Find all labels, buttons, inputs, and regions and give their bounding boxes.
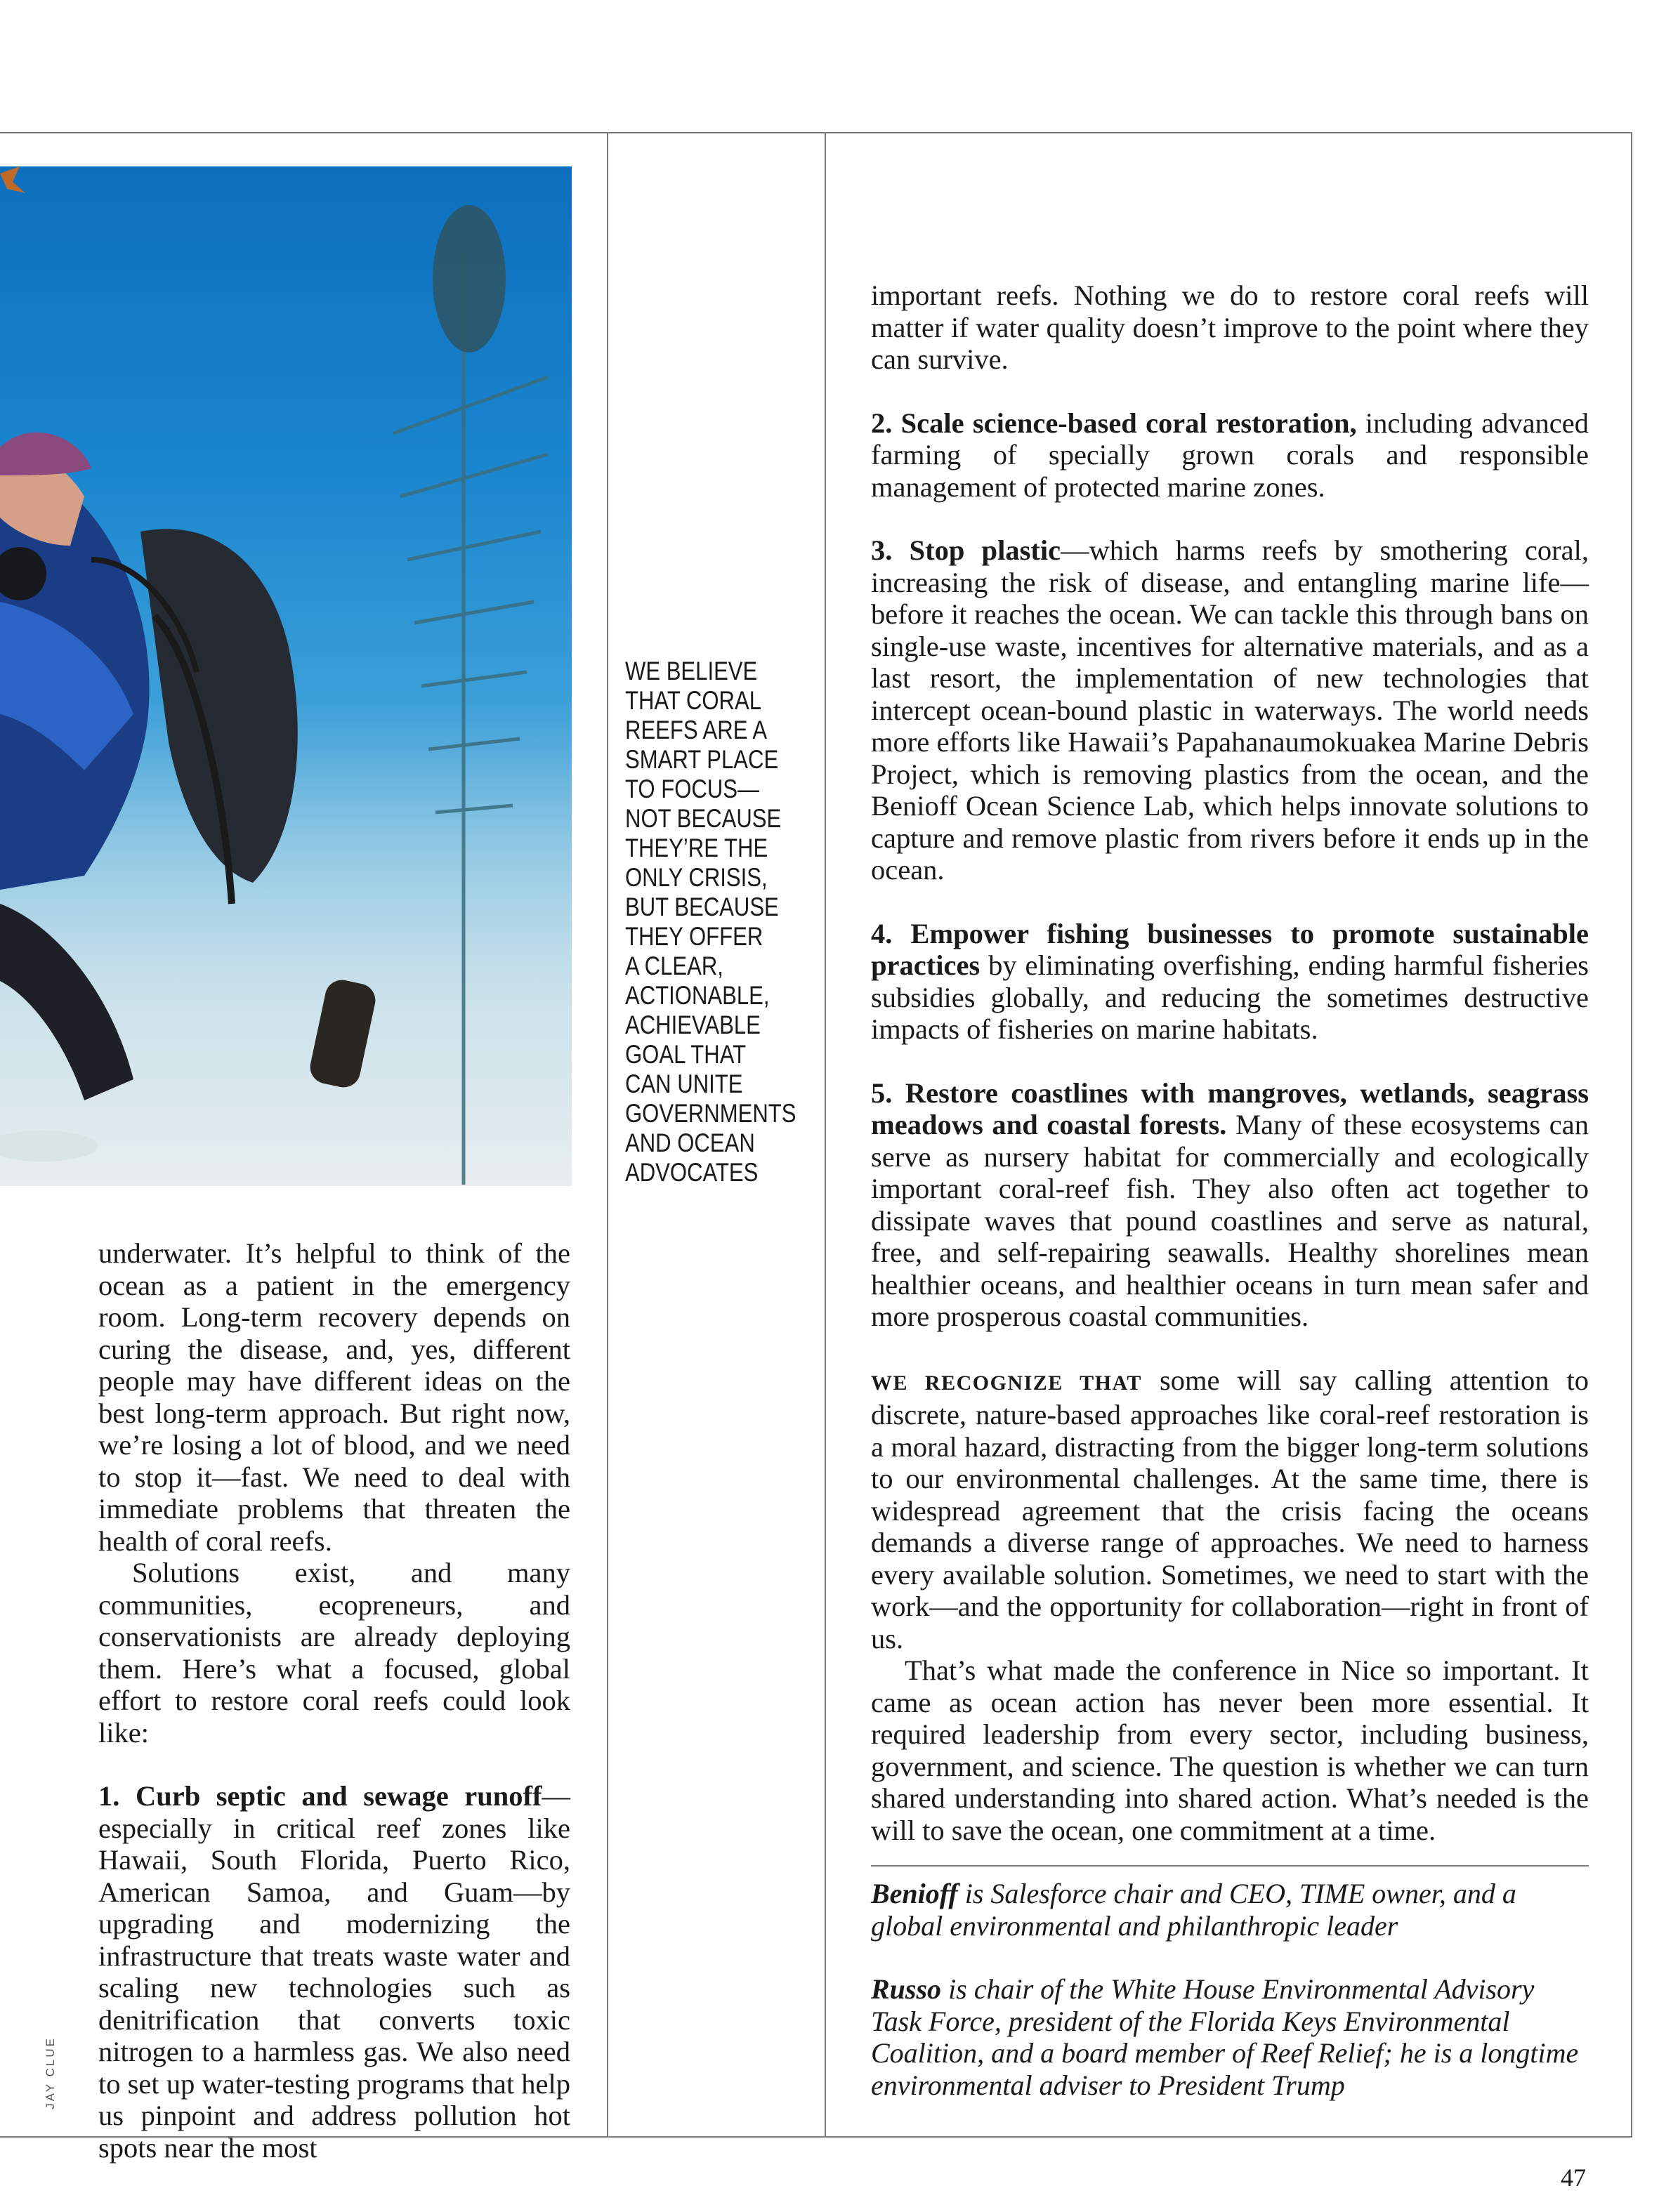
- page-number: 47: [1561, 2164, 1586, 2192]
- pullquote-line: CAN UNITE: [625, 1069, 743, 1098]
- top-rule: [0, 132, 1632, 133]
- bio-russo-name: Russo: [871, 1973, 942, 2005]
- pullquote-line: ACHIEVABLE: [625, 1010, 761, 1039]
- item2-text: including advanced farming of specially grown corals and responsible management of protected marine zones.: [871, 407, 1589, 503]
- item5-text: Many of these ecosystems can serve as nursery habitat for commercially and ecologically important coral-reef fish. They also often act together to dissipate waves that pound coastlines and serve as natural, free, and self-repairing seawalls. Healthy shorelines mean healthier oceans, and healthier oceans in turn mean safer and more prosperous coastal communities.: [871, 1109, 1589, 1332]
- scuba-diver-photo: [0, 166, 572, 1186]
- photo-credit: JAY CLUE: [44, 2036, 57, 2109]
- pullquote-line: WE BELIEVE: [625, 657, 758, 685]
- item4-lead: 4. Empower fishing businesses to promote sustainable practices: [871, 917, 1589, 981]
- column-3: [871, 279, 1589, 1846]
- col3-list-item-2: [871, 407, 1589, 503]
- pullquote-line: ACTIONABLE,: [625, 981, 770, 1010]
- item3-lead: 3. Stop plastic: [871, 534, 1061, 566]
- item4-text: by eliminating overfishing, ending harmful fisheries subsidies globally, and reducing the sometimes destructive impacts of fisheries on marine habitats.: [871, 949, 1589, 1045]
- pullquote-line: ONLY CRISIS,: [625, 863, 768, 892]
- pullquote-line: ADVOCATES: [625, 1158, 759, 1187]
- pull-quote: [625, 657, 802, 1187]
- bio-benioff-text: is Salesforce chair and CEO, TIME owner, and a global environmental and philanthropic leader: [871, 1878, 1516, 1942]
- col3-paragraph-1: important reefs. Nothing we do to restore coral reefs will matter if water quality doesn’t improve to the point where they can survive.: [871, 279, 1589, 375]
- recognize-text: some will say calling attention to discrete, nature-based approaches like coral-reef restoration is a moral hazard, distracting from the bigger long-term solutions to our environmental challenges. At the same time, there is widespread agreement that the crisis facing the oceans demands a diverse range of approaches. We need to harness every available solution. Sometimes, we need to start with the work—and the opportunity for collaboration—right in front of us.: [871, 1364, 1589, 1654]
- pullquote-line: TO FOCUS—: [625, 775, 760, 803]
- item1-text: —especially in critical reef zones like Hawaii, South Florida, Puerto Rico, American Samoa, and Guam—by upgrading and modernizing the infrastructure that treats waste water and scaling new technologies such as denitrification that converts toxic nitrogen to a harmless gas. We also need to set up water-testing programs that help us pinpoint and address pollution hot spots near the most: [98, 1780, 570, 2164]
- pullquote-line: BUT BECAUSE: [625, 893, 779, 921]
- item5-lead: 5. Restore coastlines with mangroves, wetlands, seagrass meadows and coastal forests.: [871, 1077, 1589, 1140]
- pullquote-line: A CLEAR,: [625, 952, 723, 980]
- pullquote-line: NOT BECAUSE: [625, 804, 782, 833]
- author-bios: [871, 1878, 1589, 2101]
- pullquote-line: THEY’RE THE: [625, 834, 768, 862]
- item2-lead: 2. Scale science-based coral restoration,: [871, 407, 1357, 439]
- bio-benioff: [871, 1878, 1589, 1942]
- col1-list-item-1: [98, 1780, 570, 2164]
- col3-list-item-5: [871, 1077, 1589, 1333]
- bio-rule: [871, 1865, 1589, 1867]
- bio-benioff-name: Benioff: [871, 1878, 958, 1909]
- col3-list-item-4: [871, 918, 1589, 1046]
- col3-final-paragraph: That’s what made the conference in Nice so important. It came as ocean action has never been more essential. It required leadership from every sector, including business, government, and science. The question is whether we can turn shared understanding into shared action. What’s needed is the will to save the ocean, one commitment at a time.: [871, 1654, 1589, 1846]
- pullquote-line: THAT CORAL: [625, 686, 762, 715]
- pullquote-line: GOVERNMENTS: [625, 1099, 796, 1128]
- right-frame-rule: [1631, 132, 1632, 2138]
- pullquote-line: THEY OFFER: [625, 922, 763, 951]
- recognize-lead: WE RECOGNIZE THAT: [871, 1371, 1142, 1395]
- pullquote-line: GOAL THAT: [625, 1040, 747, 1069]
- diver-illustration: [0, 166, 572, 1186]
- column-divider-2: [825, 132, 826, 2138]
- pullquote-line: AND OCEAN: [625, 1128, 755, 1157]
- column-1: [98, 1237, 570, 2164]
- col1-paragraph-2: Solutions exist, and many communities, ecopreneurs, and conservationists are already deploying them. Here’s what a focused, global effort to restore coral reefs could look like:: [98, 1557, 570, 1749]
- bio-russo-text: is chair of the White House Environmental Advisory Task Force, president of the Florida Keys Environmental Coalition, and a board member of Reef Relief; he is a longtime environmental adviser to President Trump: [871, 1973, 1579, 2101]
- column-divider-1: [607, 132, 608, 2138]
- item3-text: —which harms reefs by smothering coral, increasing the risk of disease, and entangling marine life—before it reaches the ocean. We can tackle this through bans on single-use waste, incentives for alternative materials, and as a last resort, the implementation of new technologies that intercept ocean-bound plastic in waterways. The world needs more efforts like Hawaii’s Papahanaumokuakea Marine Debris Project, which is removing plastics from the ocean, and the Benioff Ocean Science Lab, which helps innovate solutions to capture and remove plastic from rivers before it ends up in the ocean.: [871, 534, 1589, 886]
- col1-paragraph-1: underwater. It’s helpful to think of the ocean as a patient in the emergency room. Long-term recovery depends on curing the disease, and, yes, different people may have different ideas on the best long-term approach. But right now, we’re losing a lot of blood, and we need to stop it—fast. We need to deal with immediate problems that threaten the health of coral reefs.: [98, 1237, 570, 1557]
- col3-recognize-paragraph: [871, 1364, 1589, 1655]
- pullquote-line: REEFS ARE A: [625, 716, 768, 744]
- pullquote-line: SMART PLACE: [625, 745, 779, 774]
- col3-list-item-3: [871, 534, 1589, 886]
- bio-russo: [871, 1973, 1589, 2101]
- item1-lead: 1. Curb septic and sewage runoff: [98, 1780, 542, 1812]
